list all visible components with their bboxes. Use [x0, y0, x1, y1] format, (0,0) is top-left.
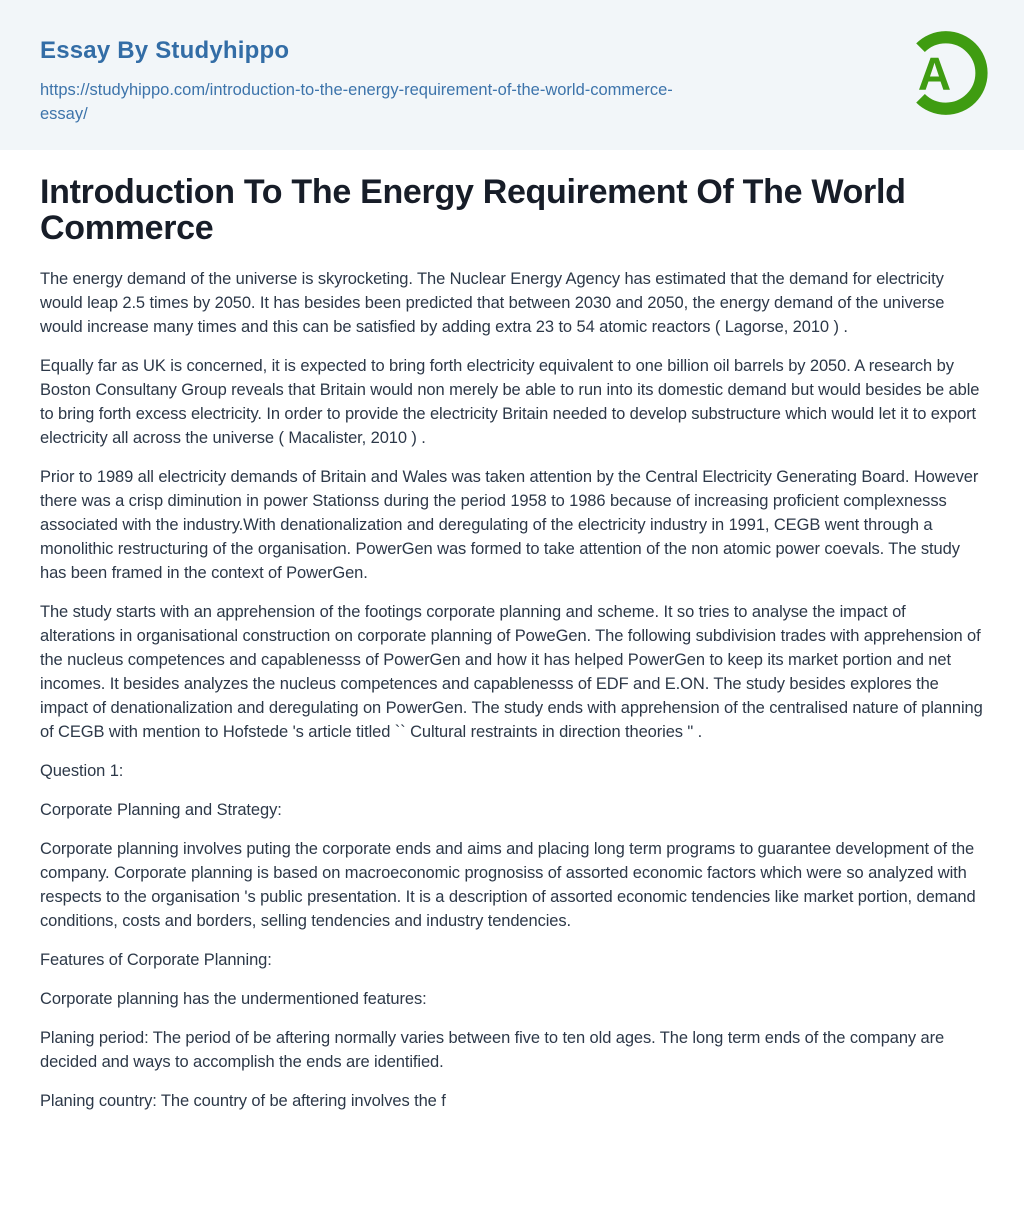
paragraph: Equally far as UK is concerned, it is expected to bring forth electricity equivalent to one billion oil barrels by 2050. A research by Boston Consultany Group reveals that Britain would non merely be able to run into its domestic demand but would besides be able to bring forth excess electricity. In order to provide the electricity Britain needed to develop substructure which would let it to export electricity all across the universe ( Macalister, 2010 ) . [40, 357, 980, 447]
paragraph: Prior to 1989 all electricity demands of Britain and Wales was taken attention by the Central Electricity Generating Board. However there was a crisp diminution in power Stationss during the period 1958 to 1986 because of increasing proficient complexnesss associated with the industry.With denationalization and deregulating of the electricity industry in 1991, CEGB went through a monolithic restructuring of the organisation. PowerGen was formed to take attention of the non atomic power coevals. The study has been framed in the context of PowerGen. [40, 468, 979, 582]
paragraph: Planing country: The country of be aftering involves the f [40, 1092, 446, 1110]
page-header [0, 0, 1024, 150]
article [0, 150, 1024, 1113]
paragraph: Corporate Planning and Strategy: [40, 801, 282, 819]
studyhippo-a-logo-icon [896, 26, 990, 120]
site-title: Essay By Studyhippo [40, 37, 290, 64]
paragraph: Features of Corporate Planning: [40, 951, 272, 969]
paragraph: Corporate planning involves puting the corporate ends and aims and placing long term programs to guarantee development of the company. Corporate planning is based on macroeconomic prognosiss of assorted economic factors which were so analyzed with respects to the organisation 's public presentation. It is a description of assorted economic tendencies like market portion, demand conditions, costs and borders, selling tendencies and industry tendencies. [40, 840, 976, 930]
article-title: Introduction To The Energy Requirement Of The World Commerce [40, 173, 906, 247]
paragraph: Question 1: [40, 762, 124, 780]
paragraph: Planing period: The period of be aftering normally varies between five to ten old ages. The long term ends of the company are decided and ways to accomplish the ends are identified. [40, 1029, 945, 1071]
logo-letter: A [917, 47, 952, 100]
page-url-line2: essay/ [40, 105, 88, 123]
paragraph: The energy demand of the universe is skyrocketing. The Nuclear Energy Agency has estimated that the demand for electricity would leap 2.5 times by 2050. It has besides been predicted that between 2030 and 2050, the energy demand of the universe would increase many times and this can be satisfied by adding extra 23 to 54 atomic reactors ( Lagorse, 2010 ) . [40, 270, 945, 336]
paragraph: Corporate planning has the undermentioned features: [40, 990, 427, 1008]
page-url-link[interactable] [40, 78, 850, 126]
paragraph: The study starts with an apprehension of the footings corporate planning and scheme. It so tries to analyse the impact of alterations in organisational construction on corporate planning of PoweGen. The following subdivision trades with apprehension of the nucleus competences and capablenesss of PowerGen and how it has helped PowerGen to keep its market portion and net incomes. It besides analyzes the nucleus competences and capablenesss of EDF and E.ON. The study besides explores the impact of denationalization and deregulating on PowerGen. The study ends with apprehension of the centralised nature of planning of CEGB with mention to Hofstede 's article titled `` Cultural restraints in direction theories " . [40, 603, 983, 741]
page-url-line1: https://studyhippo.com/introduction-to-the-energy-requirement-of-the-world-commerce- [40, 81, 673, 99]
article-body [40, 267, 984, 1113]
